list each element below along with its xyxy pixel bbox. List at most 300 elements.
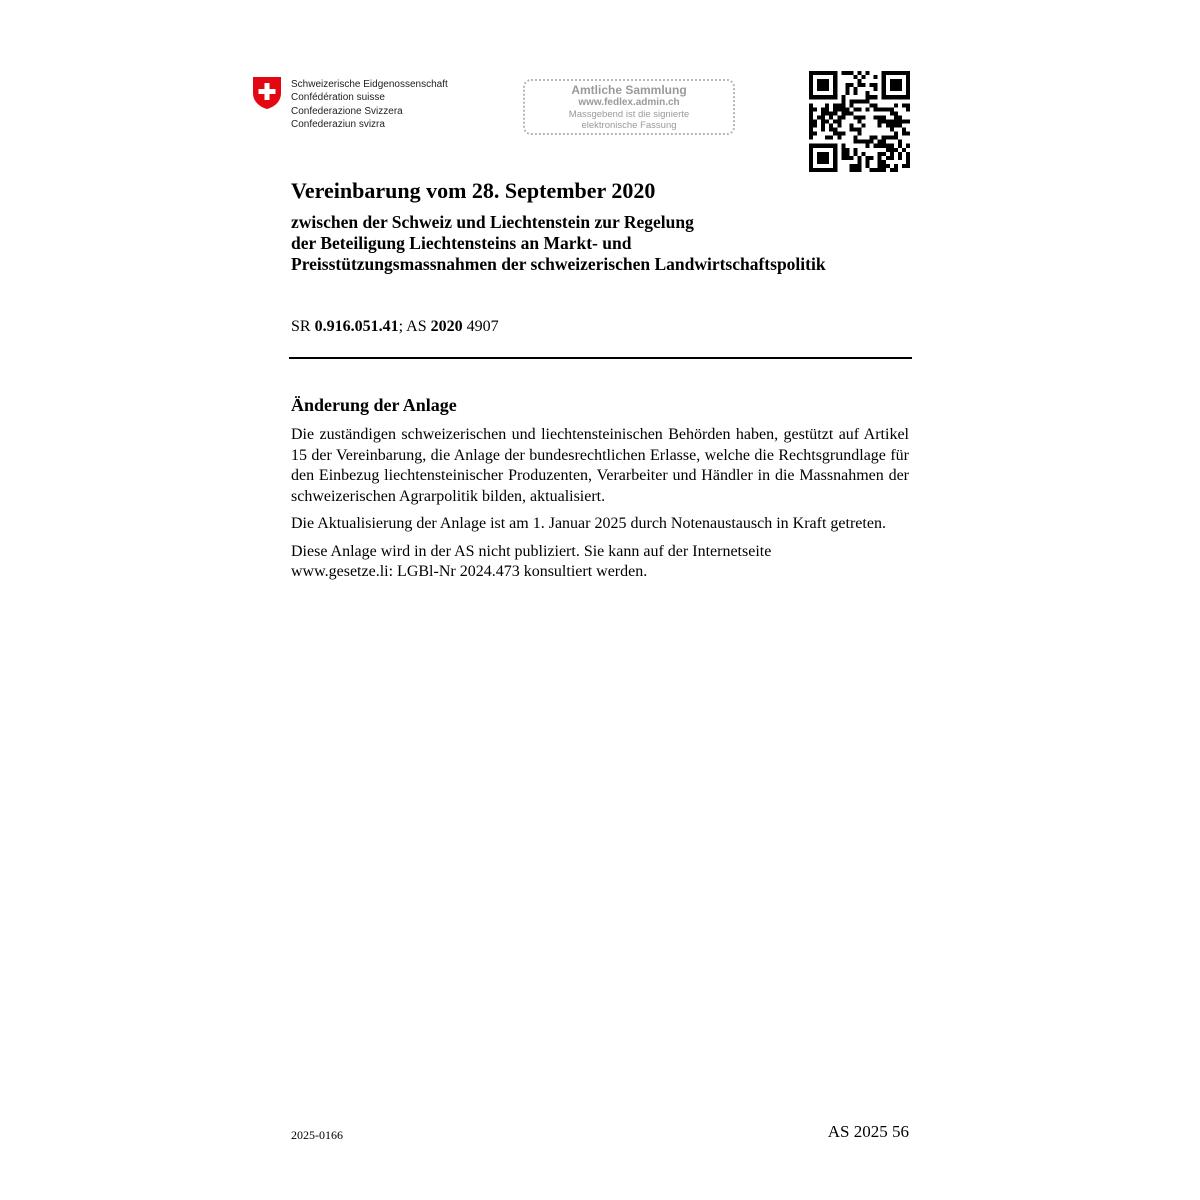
qr-module [853,164,857,168]
qr-module [853,107,857,111]
qr-module [890,79,894,83]
qr-module [894,148,898,152]
qr-module [845,148,849,152]
qr-module [833,156,837,160]
qr-module [833,152,837,156]
qr-module [898,152,902,156]
qr-module [898,95,902,99]
qr-module [878,107,882,111]
qr-module [809,156,813,160]
qr-module [898,87,902,91]
qr-module [857,115,861,119]
qr-module [809,115,813,119]
qr-module [829,124,833,128]
subtitle-line-2: der Beteiligung Liechtensteins an Markt- und [291,233,632,253]
qr-module [857,160,861,164]
qr-module [898,156,902,160]
qr-module [890,119,894,123]
qr-module [841,95,845,99]
qr-module [821,160,825,164]
qr-module [825,119,829,123]
qr-module [833,83,837,87]
qr-module [817,160,821,164]
qr-module [809,136,813,140]
qr-module [809,95,813,99]
qr-module [809,71,813,75]
qr-module [882,160,886,164]
qr-code-icon[interactable] [809,71,910,172]
qr-module [849,168,853,172]
qr-module [829,136,833,140]
qr-module [894,111,898,115]
qr-module [833,160,837,164]
qr-module [821,156,825,160]
qr-module [882,164,886,168]
qr-module [878,119,882,123]
as-separator: ; AS [398,318,431,335]
document-subtitle [291,212,826,275]
qr-module [898,140,902,144]
as-year: 2020 [430,318,463,335]
qr-module [837,107,841,111]
qr-module [825,168,829,172]
sr-prefix: SR [291,318,315,335]
qr-module [833,75,837,79]
qr-module [862,99,866,103]
qr-module [817,87,821,91]
qr-module [890,95,894,99]
qr-module [809,124,813,128]
qr-module [906,119,910,123]
qr-module [821,168,825,172]
swiss-cross-icon [252,76,282,110]
qr-module [825,103,829,107]
stamp-url[interactable]: www.fedlex.admin.ch [578,97,680,108]
qr-module [841,132,845,136]
qr-module [849,83,853,87]
qr-module [825,83,829,87]
qr-module [886,136,890,140]
qr-module [906,107,910,111]
qr-module [890,111,894,115]
qr-module [837,124,841,128]
qr-module [886,119,890,123]
qr-module [821,87,825,91]
qr-module [878,124,882,128]
qr-module [821,152,825,156]
qr-module [874,95,878,99]
qr-module [890,71,894,75]
section-heading: Änderung der Anlage [291,395,457,415]
qr-module [906,87,910,91]
qr-module [821,111,825,115]
qr-module [813,144,817,148]
qr-module [853,87,857,91]
qr-module [882,144,886,148]
qr-module [841,115,845,119]
qr-module [853,152,857,156]
qr-module [841,148,845,152]
qr-module [813,71,817,75]
qr-module [809,168,813,172]
qr-module [809,132,813,136]
qr-module [845,107,849,111]
qr-module [870,140,874,144]
qr-module [837,132,841,136]
qr-module [821,115,825,119]
qr-module [841,152,845,156]
qr-module [813,168,817,172]
footer-as-reference: AS 2025 56 [827,1122,909,1141]
qr-module [894,87,898,91]
qr-module [817,95,821,99]
qr-module [817,156,821,160]
qr-module [829,111,833,115]
qr-module [853,99,857,103]
qr-module [894,79,898,83]
qr-module [878,115,882,119]
qr-module [906,156,910,160]
qr-module [894,168,898,172]
qr-module [849,128,853,132]
qr-module [825,95,829,99]
qr-module [902,132,906,136]
qr-module [833,103,837,107]
qr-module [853,128,857,132]
qr-module [809,79,813,83]
qr-module [902,148,906,152]
qr-module [809,87,813,91]
qr-module [825,156,829,160]
qr-module [874,136,878,140]
qr-module [809,119,813,123]
qr-module [845,152,849,156]
paragraph-1: Die zuständigen schweizerischen und liechtensteinischen Behörden haben, gestützt auf Artikel 15 der Vereinbarung, die Anlage der bundesrechtlichen Erlasse, welche die Rechtsgrundlage für den Einbezug liechtensteinischer Produzenten, Verarbeiter und Händler in die Massnahmen der schweizerischen Agrarpolitik bilden, aktualisiert. [291,426,909,505]
sr-number: 0.916.051.41 [314,318,399,335]
qr-module [894,124,898,128]
paragraph-3-line-2: www.gesetze.li: LGBl-Nr 2024.473 konsultiert werden. [291,563,648,580]
qr-module [821,107,825,111]
qr-module [833,128,837,132]
qr-module [894,103,898,107]
qr-module [866,164,870,168]
qr-module [809,103,813,107]
qr-module [845,83,849,87]
qr-module [829,95,833,99]
qr-module [886,95,890,99]
qr-module [821,83,825,87]
qr-module [878,152,882,156]
qr-module [878,140,882,144]
qr-module [874,87,878,91]
qr-module [845,156,849,160]
qr-module [853,75,857,79]
qr-module [857,99,861,103]
qr-module [906,75,910,79]
footer-doc-number: 2025-0166 [291,1128,343,1142]
qr-module [890,124,894,128]
qr-module [853,91,857,95]
qr-module [837,115,841,119]
qr-module [821,144,825,148]
stamp-note-line2: elektronische Fassung [581,120,677,131]
qr-module [809,148,813,152]
qr-module [849,164,853,168]
qr-module [866,107,870,111]
qr-module [862,115,866,119]
qr-module [813,95,817,99]
qr-module [833,144,837,148]
qr-module [886,107,890,111]
qr-module [898,144,902,148]
qr-module [890,156,894,160]
qr-module [882,115,886,119]
qr-module [874,115,878,119]
qr-module [857,164,861,168]
qr-module [882,119,886,123]
qr-module [882,140,886,144]
qr-module [857,79,861,83]
qr-module [906,103,910,107]
as-page: 4907 [462,318,499,335]
qr-module [809,164,813,168]
qr-module [853,148,857,152]
qr-module [882,75,886,79]
qr-module [898,79,902,83]
qr-module [890,152,894,156]
qr-module [866,140,870,144]
qr-module [849,124,853,128]
qr-module [841,107,845,111]
qr-module [849,103,853,107]
qr-module [857,71,861,75]
qr-module [890,136,894,140]
qr-module [833,95,837,99]
qr-module [870,136,874,140]
qr-module [902,103,906,107]
stamp-title: Amtliche Sammlung [571,83,687,97]
qr-module [878,156,882,160]
qr-module [870,168,874,172]
qr-module [894,119,898,123]
qr-module [890,148,894,152]
qr-module [841,144,845,148]
qr-module [874,103,878,107]
qr-module [817,168,821,172]
qr-module [821,124,825,128]
qr-module [898,83,902,87]
qr-module [813,124,817,128]
qr-module [809,144,813,148]
qr-module [833,164,837,168]
qr-module [833,79,837,83]
qr-module [906,132,910,136]
qr-module [813,132,817,136]
qr-module [829,71,833,75]
qr-module [882,87,886,91]
qr-module [853,115,857,119]
qr-module [866,95,870,99]
qr-module [862,75,866,79]
qr-module [833,91,837,95]
qr-module [857,128,861,132]
qr-module [853,140,857,144]
document-title: Vereinbarung vom 28. September 2020 [291,178,656,203]
qr-module [821,95,825,99]
qr-module [821,79,825,83]
qr-module [894,136,898,140]
qr-module [890,168,894,172]
qr-module [821,71,825,75]
qr-module [853,136,857,140]
qr-module [874,83,878,87]
stamp-note-line1: Massgebend ist die signierte [568,109,690,120]
subtitle-line-1: zwischen der Schweiz und Liechtenstein zur Regelung [291,212,694,232]
qr-module [809,160,813,164]
qr-module [882,71,886,75]
qr-module [825,87,829,91]
qr-module [898,115,902,119]
qr-module [862,152,866,156]
qr-module [898,119,902,123]
qr-module [886,156,890,160]
qr-module [894,71,898,75]
qr-module [890,87,894,91]
qr-module [817,71,821,75]
qr-module [829,168,833,172]
qr-module [817,115,821,119]
qr-module [878,164,882,168]
qr-module [817,79,821,83]
horizontal-rule [289,357,912,359]
qr-module [825,107,829,111]
qr-module [809,107,813,111]
qr-module [870,156,874,160]
qr-module [898,124,902,128]
qr-module [866,160,870,164]
qr-module [849,99,853,103]
qr-module [853,168,857,172]
qr-module [874,107,878,111]
qr-module [825,111,829,115]
qr-module [833,71,837,75]
paragraph-2: Die Aktualisierung der Anlage ist am 1. Januar 2025 durch Notenaustausch in Kraft getreten. [291,515,886,532]
qr-module [870,83,874,87]
qr-module [890,83,894,87]
qr-module [906,79,910,83]
qr-module [882,152,886,156]
qr-module [825,152,829,156]
qr-module [886,148,890,152]
qr-module [809,128,813,132]
qr-module [837,103,841,107]
qr-module [857,132,861,136]
qr-module [894,132,898,136]
qr-module [845,91,849,95]
qr-module [809,152,813,156]
sr-reference [291,318,499,336]
qr-module [809,91,813,95]
qr-module [817,144,821,148]
qr-module [906,71,910,75]
qr-module [833,119,837,123]
qr-module [874,144,878,148]
qr-module [870,103,874,107]
qr-module [866,99,870,103]
qr-module [809,83,813,87]
qr-module [878,144,882,148]
qr-module [857,168,861,172]
qr-module [809,111,813,115]
subtitle-line-3: Preisstützungsmassnahmen der schweizerischen Landwirtschaftspolitik [291,254,826,274]
qr-module [813,119,817,123]
paragraph-3-line-1: Diese Anlage wird in der AS nicht publiziert. Sie kann auf der Internetseite [291,542,772,560]
qr-module [866,156,870,160]
qr-module [817,152,821,156]
qr-module [894,95,898,99]
qr-module [829,115,833,119]
qr-module [857,107,861,111]
qr-module [890,107,894,111]
qr-module [862,140,866,144]
qr-module [902,128,906,132]
qr-module [894,83,898,87]
qr-module [817,83,821,87]
qr-module [902,164,906,168]
qr-module [906,91,910,95]
qr-module [906,160,910,164]
qr-module [841,71,845,75]
qr-module [870,95,874,99]
qr-module [882,79,886,83]
qr-module [878,168,882,172]
confederation-name-fr: Confédération suisse [291,92,385,104]
qr-module [809,75,813,79]
qr-module [882,136,886,140]
qr-module [890,144,894,148]
qr-module [857,83,861,87]
qr-module [857,156,861,160]
qr-module [882,91,886,95]
qr-module [906,83,910,87]
confederation-names [291,78,448,131]
qr-module [833,148,837,152]
qr-module [833,132,837,136]
qr-module [902,71,906,75]
qr-module [829,128,833,132]
qr-module [837,119,841,123]
qr-module [813,107,817,111]
qr-module [833,111,837,115]
qr-module [902,119,906,123]
qr-module [862,83,866,87]
qr-module [825,160,829,164]
qr-module [841,103,845,107]
qr-module [866,91,870,95]
qr-module [906,152,910,156]
official-collection-stamp [523,79,735,135]
qr-module [886,144,890,148]
qr-module [882,83,886,87]
qr-module [845,111,849,115]
qr-module [890,128,894,132]
qr-module [906,95,910,99]
qr-module [874,75,878,79]
qr-module [874,168,878,172]
qr-module [841,111,845,115]
qr-module [833,87,837,91]
qr-module [898,71,902,75]
